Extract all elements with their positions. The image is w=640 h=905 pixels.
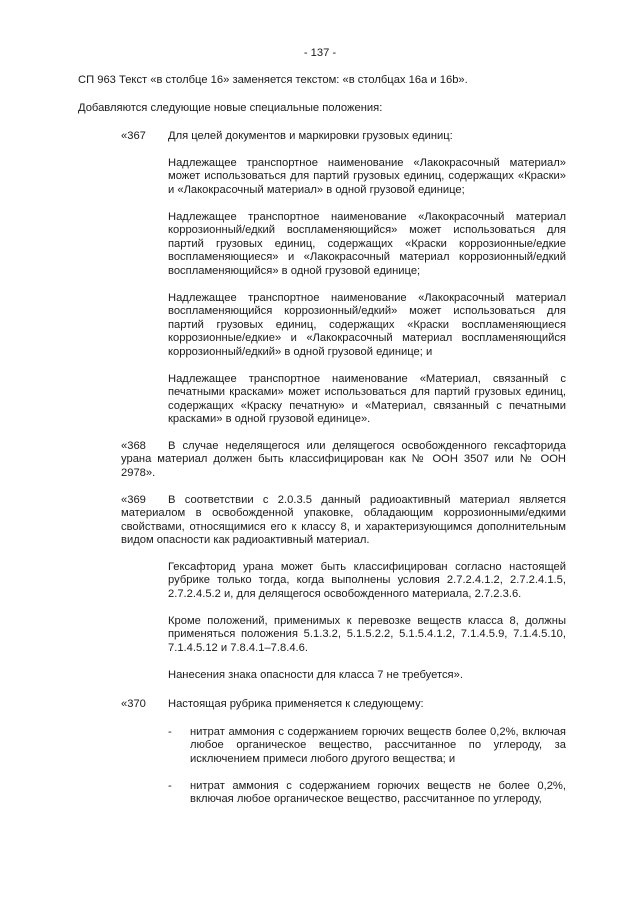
entry-367-paragraph-3: Надлежащее транспортное наименование «Лакокрасочный материал воспламеняющийся коррозионный/едкий» может использоваться для партий грузовых единиц, содержащих «Краски воспламеняющиеся коррозионные/едкие» и «Лакокрасочный материал воспламеняющийся коррозионный/едкий» в одной грузовой единице; и bbox=[168, 292, 566, 358]
entry-number-368: «368 bbox=[121, 440, 146, 452]
entry-367-lead: Для целей документов и маркировки грузовых единиц: bbox=[168, 130, 453, 142]
entry-369-body: В соответствии с 2.0.3.5 данный радиоактивный материал является материалом в освобожденной упаковке, обладающим коррозионными/едкими свойствами, относящимися его к классу 8, и характеризующимся дополнительным видом опасности как радиоактивный материал. bbox=[121, 494, 566, 547]
entry-370-bullet-2: нитрат аммония с содержанием горючих веществ не более 0,2%, включая любое органическое вещество, рассчитанное по углероду, bbox=[190, 780, 566, 806]
entry-369-text bbox=[121, 494, 566, 548]
bullet-dash-1: - bbox=[168, 726, 172, 738]
entry-number-369: «369 bbox=[121, 494, 146, 506]
entry-367-paragraph-4: Надлежащее транспортное наименование «Материал, связанный с печатными красками» может использоваться для партий грузовых единиц, содержащих «Краску печатную» и «Материал, связанный с печатными красками» в одной грузовой единице». bbox=[168, 373, 566, 426]
entry-number-367: «367 bbox=[121, 130, 146, 142]
entry-370-lead: Настоящая рубрика применяется к следующему: bbox=[168, 698, 424, 710]
entry-369-paragraph-3: Нанесения знака опасности для класса 7 не требуется». bbox=[168, 669, 463, 681]
entry-367-paragraph-1: Надлежащее транспортное наименование «Лакокрасочный материал» может использоваться для партий грузовых единиц, содержащих «Краски» и «Лакокрасочный материал» в одной грузовой единице; bbox=[168, 157, 566, 196]
entry-370-bullet-1: нитрат аммония с содержанием горючих веществ более 0,2%, включая любое органическое вещество, рассчитанное по углероду, за исключением примеси любого другого вещества; и bbox=[190, 726, 566, 765]
sp963-amendment: СП 963 Текст «в столбце 16» заменяется текстом: «в столбцах 16a и 16b». bbox=[78, 74, 468, 86]
page-number: - 137 - bbox=[303, 47, 337, 59]
entry-368-text bbox=[121, 440, 566, 480]
entry-number-370: «370 bbox=[121, 698, 146, 710]
entry-367-paragraph-2: Надлежащее транспортное наименование «Лакокрасочный материал коррозионный/едкий воспламеняющийся» может использоваться для партий грузовых единиц, содержащих «Краски коррозионные/едкие воспламеняющиеся» и «Лакокрасочный материал коррозионный/едкий воспламеняющийся» в одной грузовой единице; bbox=[168, 211, 566, 277]
bullet-dash-2: - bbox=[168, 780, 172, 792]
intro-text: Добавляются следующие новые специальные положения: bbox=[78, 102, 383, 114]
entry-368-body: В случае неделящегося или делящегося освобожденного гексафторида урана материал должен быть классифицирован как № ООН 3507 или № ООН 2978». bbox=[121, 440, 566, 479]
entry-369-paragraph-2: Кроме положений, применимых к перевозке веществ класса 8, должны применяться положения 5.1.3.2, 5.1.5.2.2, 5.1.5.4.1.2, 7.1.4.5.9, 7.1.4.5.10, 7.1.4.5.12 и 7.8.4.1–7.8.4.6. bbox=[168, 615, 566, 654]
entry-369-paragraph-1: Гексафторид урана может быть классифицирован согласно настоящей рубрике только тогда, когда выполнены условия 2.7.2.4.1.2, 2.7.2.4.1.5, 2.7.2.4.5.2 и, для делящегося освобожденного материала, 2.7.2.3.6. bbox=[168, 561, 566, 600]
